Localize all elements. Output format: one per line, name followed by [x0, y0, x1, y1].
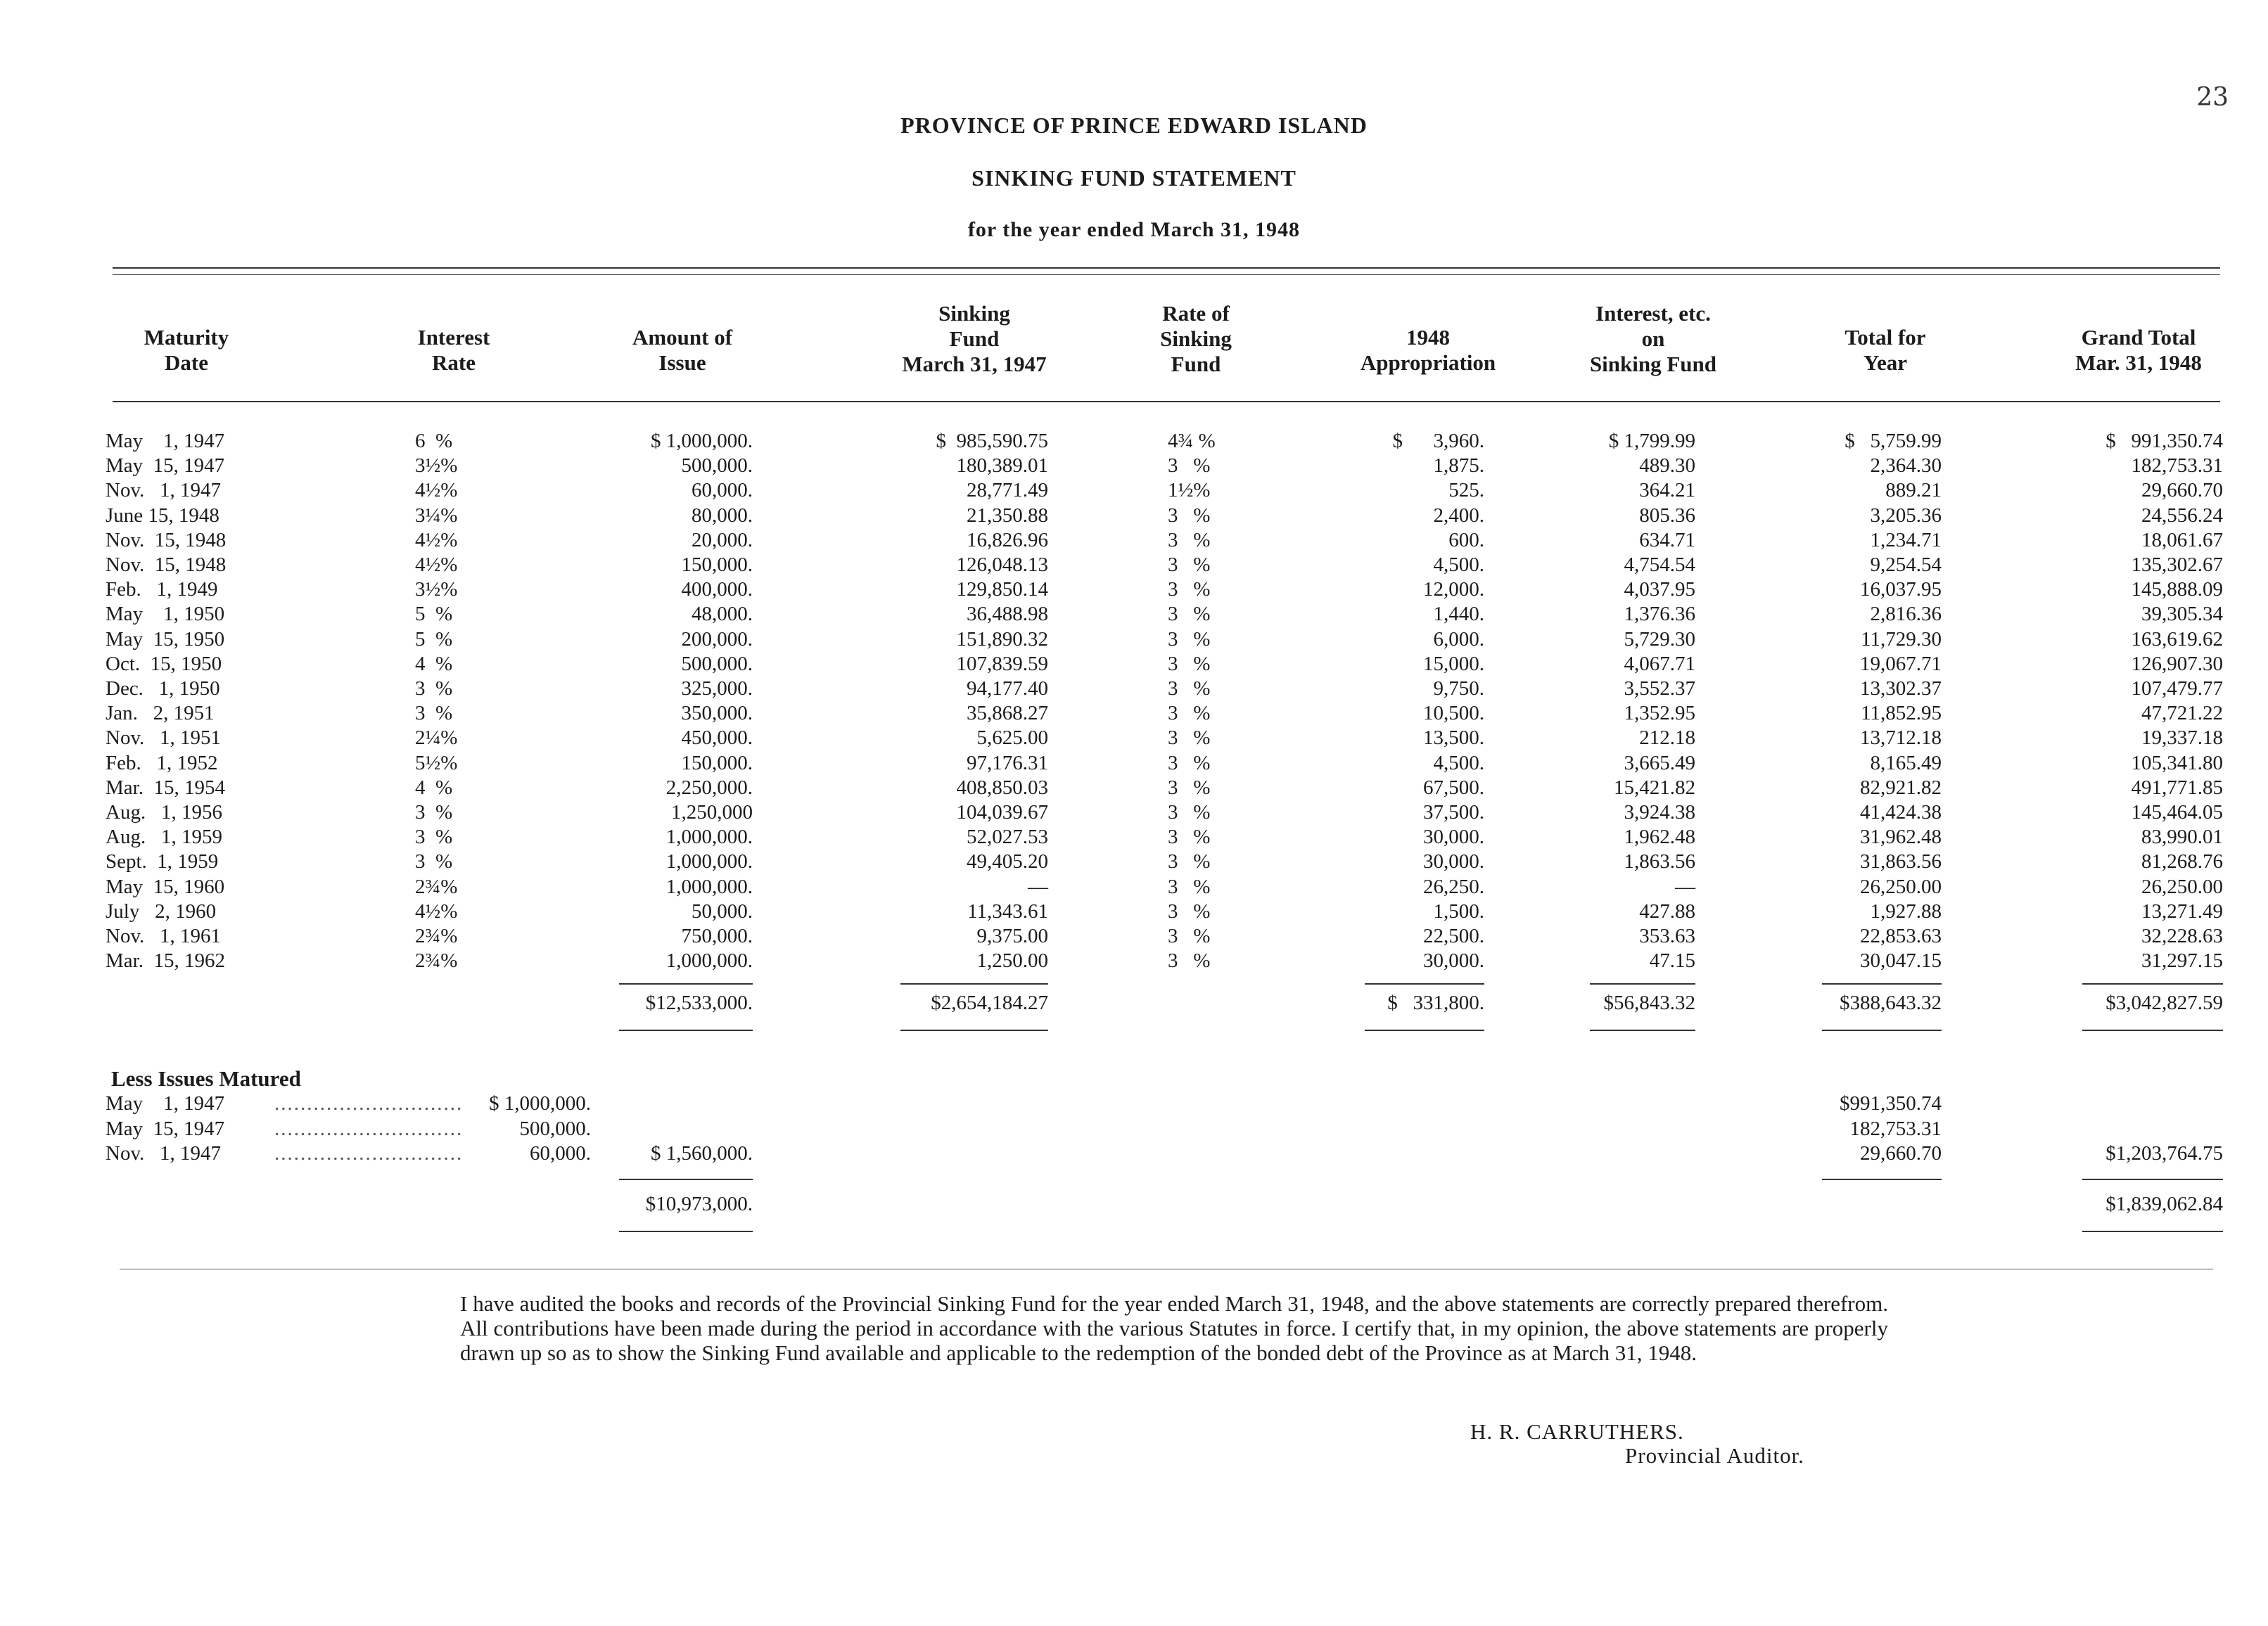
- less-cell-total: 29,660.70: [1860, 1142, 1942, 1165]
- cell-approp: 2,400.: [1433, 504, 1484, 527]
- cell-srate: 3 %: [1168, 504, 1211, 527]
- cell-sinking: 1,250.00: [976, 949, 1048, 973]
- cell-total: 13,712.18: [1860, 726, 1942, 750]
- header-maturity: Maturity Date: [144, 325, 229, 375]
- cell-date: May 15, 1950: [106, 627, 225, 651]
- cell-date: July 2, 1960: [106, 900, 217, 923]
- cell-sinking: 126,048.13: [956, 553, 1048, 576]
- cell-amount: 48,000.: [692, 603, 753, 626]
- net-grand: $1,839,062.84: [2105, 1193, 2223, 1215]
- auditor-title: Provincial Auditor.: [1625, 1443, 1804, 1468]
- title-block: [0, 113, 2268, 242]
- title-line-3: for the year ended March 31, 1948: [967, 218, 1301, 241]
- leader-dots: .............................: [274, 1117, 464, 1140]
- cell-grand: 18,061.67: [2141, 528, 2223, 551]
- cell-interest: 1,962.48: [1624, 826, 1695, 849]
- cell-grand: 145,888.09: [2131, 578, 2223, 601]
- cell-sinking: 49,405.20: [967, 850, 1048, 873]
- cell-grand: 81,268.76: [2141, 850, 2223, 873]
- cell-date: Nov. 1, 1951: [106, 726, 222, 750]
- cell-total: 3,205.36: [1870, 504, 1942, 527]
- less-cell-amount: $ 1,000,000.: [489, 1092, 591, 1115]
- cell-sinking: $ 985,590.75: [936, 430, 1048, 452]
- cell-total: 13,302.37: [1860, 677, 1942, 700]
- cell-total: 889.21: [1885, 479, 1942, 502]
- cell-srate: 3 %: [1168, 801, 1211, 824]
- cell-amount: $ 1,000,000.: [651, 430, 753, 452]
- cell-interest: 3,552.37: [1624, 677, 1695, 700]
- cell-approp: $ 3,960.: [1392, 430, 1484, 452]
- cell-rate: 3½%: [415, 454, 458, 478]
- cell-rate: 3 %: [415, 850, 453, 873]
- cell-approp: 30,000.: [1423, 850, 1484, 873]
- cell-srate: 3 %: [1168, 776, 1211, 799]
- total-rule-amount: [619, 1030, 753, 1031]
- cell-rate: 3¼%: [415, 504, 458, 527]
- cell-rate: 2¼%: [415, 726, 458, 750]
- cell-srate: 3 %: [1168, 900, 1211, 923]
- cell-interest: 15,421.82: [1614, 776, 1695, 799]
- cell-interest: 1,376.36: [1624, 603, 1695, 626]
- less-cell-date: Nov. 1, 1947: [106, 1142, 222, 1165]
- cell-approp: 26,250.: [1423, 875, 1484, 898]
- cell-date: Jan. 2, 1951: [106, 702, 215, 725]
- cell-interest: 5,729.30: [1624, 627, 1695, 651]
- cell-total: 82,921.82: [1860, 776, 1942, 799]
- cell-srate: 1½%: [1168, 479, 1211, 502]
- total-sinking: $2,654,184.27: [931, 992, 1048, 1014]
- cell-date: Feb. 1, 1952: [106, 751, 218, 774]
- sum-rule-grand: [2082, 983, 2223, 985]
- cell-date: May 15, 1947: [106, 454, 225, 478]
- cell-amount: 20,000.: [692, 528, 753, 551]
- cell-srate: 3 %: [1168, 751, 1211, 774]
- cell-rate: 3 %: [415, 677, 453, 700]
- cell-rate: 3 %: [415, 801, 453, 824]
- cell-date: Nov. 15, 1948: [106, 528, 227, 551]
- cell-approp: 4,500.: [1433, 751, 1484, 774]
- less-cell-amount: 500,000.: [519, 1117, 591, 1140]
- cell-amount: 80,000.: [692, 504, 753, 527]
- cell-approp: 13,500.: [1423, 726, 1484, 750]
- header-interest-rate: Interest Rate: [417, 325, 490, 375]
- cell-date: May 15, 1960: [106, 875, 225, 898]
- cell-rate: 4½%: [415, 900, 458, 923]
- cell-interest: —: [1675, 875, 1695, 898]
- cell-grand: 47,721.22: [2141, 702, 2223, 725]
- cell-rate: 2¾%: [415, 925, 458, 947]
- cell-approp: 9,750.: [1433, 677, 1484, 700]
- total-grand: $3,042,827.59: [2105, 992, 2223, 1014]
- cell-amount: 500,000.: [681, 454, 753, 478]
- cell-date: June 15, 1948: [106, 504, 219, 527]
- less-cell-total: $991,350.74: [1840, 1092, 1942, 1115]
- cell-approp: 10,500.: [1423, 702, 1484, 725]
- cell-rate: 4 %: [415, 652, 453, 675]
- net-rule-amount: [619, 1231, 753, 1232]
- net-amount: $10,973,000.: [645, 1193, 753, 1215]
- cell-sinking: 5,625.00: [976, 726, 1048, 750]
- cell-grand: 26,250.00: [2141, 875, 2223, 898]
- cell-total: 31,962.48: [1860, 826, 1942, 849]
- cell-srate: 3 %: [1168, 826, 1211, 849]
- cell-interest: 489.30: [1639, 454, 1695, 478]
- cell-sinking: 151,890.32: [956, 627, 1048, 651]
- cell-total: 8,165.49: [1870, 751, 1942, 774]
- cell-srate: 3 %: [1168, 875, 1211, 898]
- cell-interest: 212.18: [1639, 726, 1695, 750]
- cell-approp: 30,000.: [1423, 949, 1484, 973]
- cell-srate: 3 %: [1168, 627, 1211, 651]
- less-rule-grand: [2082, 1179, 2223, 1180]
- cell-approp: 15,000.: [1423, 652, 1484, 675]
- cell-total: 1,234.71: [1870, 528, 1942, 551]
- cell-srate: 3 %: [1168, 652, 1211, 675]
- cell-total: 19,067.71: [1860, 652, 1942, 675]
- cell-rate: 4½%: [415, 528, 458, 551]
- cell-total: 11,852.95: [1861, 702, 1942, 725]
- cell-grand: 29,660.70: [2141, 479, 2223, 502]
- cell-amount: 350,000.: [681, 702, 753, 725]
- sum-rule-amount: [619, 983, 753, 985]
- cell-total: 26,250.00: [1860, 875, 1942, 898]
- cell-grand: 126,907.30: [2131, 652, 2223, 675]
- auditor-name: H. R. CARRUTHERS.: [1470, 1419, 1684, 1444]
- cell-sinking: —: [1028, 875, 1048, 898]
- cell-total: 11,729.30: [1861, 627, 1942, 651]
- cell-grand: 182,753.31: [2131, 454, 2223, 478]
- less-rule-amount: [619, 1179, 753, 1180]
- header-rate-sinking: Rate of Sinking Fund: [1160, 301, 1232, 376]
- cell-sinking: 180,389.01: [956, 454, 1048, 478]
- leader-dots: .............................: [274, 1142, 464, 1165]
- cell-total: 22,853.63: [1860, 925, 1942, 947]
- cell-approp: 22,500.: [1423, 925, 1484, 947]
- total-year: $388,643.32: [1840, 992, 1942, 1014]
- cell-approp: 1,875.: [1433, 454, 1484, 478]
- cell-amount: 1,250,000: [671, 801, 753, 824]
- sum-rule-total: [1822, 983, 1942, 985]
- cell-interest: 805.36: [1639, 504, 1695, 527]
- total-rule-total: [1822, 1030, 1942, 1031]
- top-rule-1: [113, 267, 2220, 269]
- cell-rate: 4½%: [415, 553, 458, 576]
- cell-srate: 3 %: [1168, 949, 1211, 973]
- cell-total: 30,047.15: [1860, 949, 1942, 973]
- cell-interest: 1,352.95: [1624, 702, 1695, 725]
- cell-grand: 145,464.05: [2131, 801, 2223, 824]
- cell-total: 1,927.88: [1870, 900, 1942, 923]
- total-rule-interest: [1590, 1030, 1695, 1031]
- cell-grand: 31,297.15: [2141, 949, 2223, 973]
- less-cell-date: May 1, 1947: [106, 1092, 225, 1115]
- cell-srate: 3 %: [1168, 677, 1211, 700]
- sum-rule-sinking: [900, 983, 1048, 985]
- less-cell-grand: $1,203,764.75: [2105, 1142, 2223, 1165]
- header-amount: Amount of Issue: [632, 325, 733, 375]
- audit-statement: I have audited the books and records of the Provincial Sinking Fund for the year ended March 31, 1948, and the above statements are correctly prepared therefrom. All contributions have been made during the period in accordance with the various Statutes in force. I certify that, in my opinion, the above statements are properly drawn up so as to show the Sinking Fund available and applicable to the redemption of the bonded debt of the Province as at March 31, 1948.: [460, 1291, 1888, 1365]
- less-cell-total: 182,753.31: [1849, 1117, 1942, 1140]
- cell-srate: 3 %: [1168, 578, 1211, 601]
- cell-sinking: 16,826.96: [967, 528, 1048, 551]
- cell-date: May 1, 1950: [106, 603, 225, 626]
- cell-amount: 450,000.: [681, 726, 753, 750]
- cell-rate: 3 %: [415, 826, 453, 849]
- cell-amount: 1,000,000.: [665, 875, 753, 898]
- less-cell-date: May 15, 1947: [106, 1117, 225, 1140]
- cell-sinking: 36,488.98: [967, 603, 1048, 626]
- total-rule-approp: [1365, 1030, 1484, 1031]
- cell-sinking: 35,868.27: [967, 702, 1048, 725]
- cell-amount: 1,000,000.: [665, 850, 753, 873]
- cell-interest: 1,863.56: [1624, 850, 1695, 873]
- cell-rate: 5½%: [415, 751, 458, 774]
- cell-sinking: 28,771.49: [967, 479, 1048, 502]
- cell-amount: 2,250,000.: [665, 776, 753, 799]
- cell-interest: 353.63: [1639, 925, 1695, 947]
- cell-srate: 3 %: [1168, 603, 1211, 626]
- cell-date: Dec. 1, 1950: [106, 677, 220, 700]
- cell-interest: 364.21: [1639, 479, 1695, 502]
- cell-rate: 2¾%: [415, 949, 458, 973]
- cell-grand: 32,228.63: [2141, 925, 2223, 947]
- title-line-1: PROVINCE OF PRINCE EDWARD ISLAND: [900, 113, 1368, 138]
- cell-approp: 12,000.: [1423, 578, 1484, 601]
- page-number: 23: [2196, 83, 2229, 112]
- cell-srate: 3 %: [1168, 925, 1211, 947]
- header-interest-on: Interest, etc. on Sinking Fund: [1589, 301, 1717, 376]
- cell-grand: 39,305.34: [2141, 603, 2223, 626]
- cell-interest: 4,067.71: [1624, 652, 1695, 675]
- cell-grand: $ 991,350.74: [2105, 430, 2223, 452]
- cell-approp: 1,440.: [1433, 603, 1484, 626]
- less-heading: Less Issues Matured: [111, 1066, 301, 1091]
- header-grand-total: Grand Total Mar. 31, 1948: [2075, 325, 2202, 375]
- cell-interest: 4,037.95: [1624, 578, 1695, 601]
- cell-sinking: 104,039.67: [956, 801, 1048, 824]
- total-interest: $56,843.32: [1603, 992, 1695, 1014]
- cell-grand: 105,341.80: [2131, 751, 2223, 774]
- cell-date: Mar. 15, 1962: [106, 949, 225, 973]
- cell-amount: 1,000,000.: [665, 826, 753, 849]
- cell-sinking: 11,343.61: [967, 900, 1048, 923]
- cell-grand: 19,337.18: [2141, 726, 2223, 750]
- cell-amount: 1,000,000.: [665, 949, 753, 973]
- cell-grand: 135,302.67: [2131, 553, 2223, 576]
- cell-srate: 3 %: [1168, 702, 1211, 725]
- less-cell-amount: 60,000.: [530, 1142, 591, 1165]
- cell-interest: 3,924.38: [1624, 801, 1695, 824]
- cell-sinking: 107,839.59: [956, 652, 1048, 675]
- cell-approp: 6,000.: [1433, 627, 1484, 651]
- cell-total: 41,424.38: [1860, 801, 1942, 824]
- cell-total: 2,364.30: [1870, 454, 1942, 478]
- cell-amount: 750,000.: [681, 925, 753, 947]
- cell-grand: 24,556.24: [2141, 504, 2223, 527]
- cell-sinking: 97,176.31: [967, 751, 1048, 774]
- top-rule-2: [113, 274, 2220, 275]
- less-rule-total: [1822, 1179, 1942, 1180]
- sum-rule-interest: [1590, 983, 1695, 985]
- cell-amount: 200,000.: [681, 627, 753, 651]
- cell-amount: 150,000.: [681, 553, 753, 576]
- header-rule: [113, 401, 2220, 402]
- cell-total: 2,816.36: [1870, 603, 1942, 626]
- less-cell-subtotal: $ 1,560,000.: [651, 1142, 753, 1165]
- cell-grand: 83,990.01: [2141, 826, 2223, 849]
- cell-sinking: 408,850.03: [956, 776, 1048, 799]
- cell-approp: 4,500.: [1433, 553, 1484, 576]
- total-amount: $12,533,000.: [645, 992, 753, 1014]
- cell-interest: 47.15: [1649, 949, 1695, 973]
- header-appropriation: 1948 Appropriation: [1360, 325, 1496, 375]
- title-line-2: SINKING FUND STATEMENT: [971, 165, 1297, 191]
- cell-amount: 150,000.: [681, 751, 753, 774]
- cell-srate: 3 %: [1168, 726, 1211, 750]
- cell-srate: 3 %: [1168, 528, 1211, 551]
- cell-total: 9,254.54: [1870, 553, 1942, 576]
- cell-rate: 6 %: [415, 430, 453, 452]
- cell-grand: 163,619.62: [2131, 627, 2223, 651]
- header-total-year: Total for Year: [1845, 325, 1926, 375]
- cell-amount: 325,000.: [681, 677, 753, 700]
- cell-srate: 3 %: [1168, 553, 1211, 576]
- cell-sinking: 52,027.53: [967, 826, 1048, 849]
- total-approp: $ 331,800.: [1387, 992, 1484, 1014]
- cell-amount: 500,000.: [681, 652, 753, 675]
- cell-total: 16,037.95: [1860, 578, 1942, 601]
- cell-amount: 400,000.: [681, 578, 753, 601]
- sum-rule-approp: [1365, 983, 1484, 985]
- cell-approp: 600.: [1448, 528, 1484, 551]
- cell-interest: 4,754.54: [1624, 553, 1695, 576]
- net-rule-grand: [2082, 1231, 2223, 1232]
- cell-sinking: 21,350.88: [967, 504, 1048, 527]
- cell-date: Sept. 1, 1959: [106, 850, 219, 873]
- cell-date: Oct. 15, 1950: [106, 652, 222, 675]
- cell-rate: 5 %: [415, 603, 453, 626]
- cell-approp: 37,500.: [1423, 801, 1484, 824]
- cell-date: Nov. 1, 1947: [106, 479, 222, 502]
- cell-grand: 107,479.77: [2131, 677, 2223, 700]
- cell-total: 31,863.56: [1860, 850, 1942, 873]
- cell-interest: 634.71: [1639, 528, 1695, 551]
- cell-interest: $ 1,799.99: [1608, 430, 1695, 452]
- cell-rate: 3 %: [415, 702, 453, 725]
- cell-date: Mar. 15, 1954: [106, 776, 225, 799]
- cell-rate: 5 %: [415, 627, 453, 651]
- cell-approp: 525.: [1448, 479, 1484, 502]
- cell-approp: 67,500.: [1423, 776, 1484, 799]
- cell-approp: 1,500.: [1433, 900, 1484, 923]
- leader-dots: .............................: [274, 1092, 464, 1115]
- cell-date: Nov. 15, 1948: [106, 553, 227, 576]
- cell-date: Nov. 1, 1961: [106, 925, 222, 947]
- cell-interest: 3,665.49: [1624, 751, 1695, 774]
- header-sinking-fund: Sinking Fund March 31, 1947: [902, 301, 1047, 376]
- cell-sinking: 94,177.40: [967, 677, 1048, 700]
- cell-srate: 3 %: [1168, 454, 1211, 478]
- cell-total: $ 5,759.99: [1845, 430, 1942, 452]
- cell-date: Feb. 1, 1949: [106, 578, 218, 601]
- cell-grand: 491,771.85: [2131, 776, 2223, 799]
- cell-sinking: 129,850.14: [956, 578, 1048, 601]
- cell-interest: 427.88: [1639, 900, 1695, 923]
- cell-rate: 4½%: [415, 479, 458, 502]
- total-rule-grand: [2082, 1030, 2223, 1031]
- cell-date: May 1, 1947: [106, 430, 225, 452]
- cell-amount: 50,000.: [692, 900, 753, 923]
- cell-sinking: 9,375.00: [976, 925, 1048, 947]
- cell-amount: 60,000.: [692, 479, 753, 502]
- cell-rate: 2¾%: [415, 875, 458, 898]
- cell-grand: 13,271.49: [2141, 900, 2223, 923]
- cell-srate: 4¾ %: [1168, 430, 1216, 452]
- cell-rate: 4 %: [415, 776, 453, 799]
- cell-rate: 3½%: [415, 578, 458, 601]
- cell-date: Aug. 1, 1959: [106, 826, 222, 849]
- total-rule-sinking: [900, 1030, 1048, 1031]
- cell-date: Aug. 1, 1956: [106, 801, 222, 824]
- cell-approp: 30,000.: [1423, 826, 1484, 849]
- cell-srate: 3 %: [1168, 850, 1211, 873]
